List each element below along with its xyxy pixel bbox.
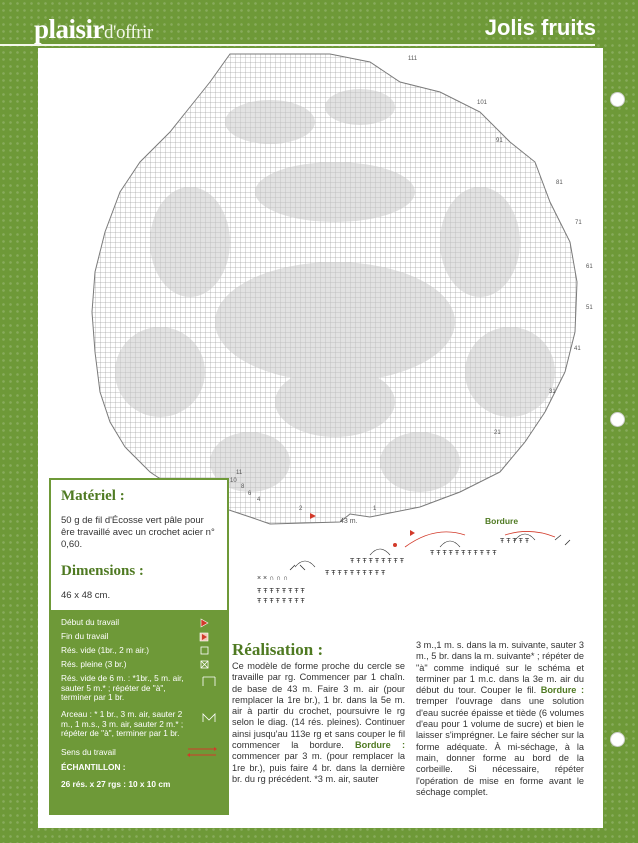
svg-text:Ŧ Ŧ Ŧ Ŧ Ŧ Ŧ Ŧ Ŧ: Ŧ Ŧ Ŧ Ŧ Ŧ Ŧ Ŧ Ŧ bbox=[257, 588, 305, 595]
legend-label: Sens du travail bbox=[61, 747, 116, 757]
legend-label: Rés. vide de 6 m. : *1br., 5 m. air, sauter 5 m.* ; répéter de "à", terminer par 1 br. bbox=[61, 673, 184, 702]
legend-item bbox=[61, 710, 196, 739]
materiel-title: Matériel : bbox=[61, 488, 125, 504]
svg-text:Ŧ Ŧ Ŧ Ŧ Ŧ Ŧ Ŧ Ŧ Ŧ Ŧ: Ŧ Ŧ Ŧ Ŧ Ŧ Ŧ Ŧ Ŧ Ŧ Ŧ bbox=[325, 570, 386, 577]
bordure-heading: Bordure : bbox=[355, 740, 405, 751]
brand-light: d'offrir bbox=[104, 22, 153, 43]
realisation-column-1 bbox=[232, 661, 405, 785]
bordure-text: commencer par 3 m. (pour remplacer la 1re br.), puis faire 4 br. dans la dernière br. du rg précédent. *3 m. air, sauter bbox=[232, 751, 405, 784]
bordure-label: Bordure bbox=[485, 516, 519, 526]
row-number: 6 bbox=[248, 491, 252, 497]
legend-panel bbox=[51, 610, 227, 813]
materiel-text: 50 g de fil d'Écosse vert pâle pour êre travaillé avec un crochet acier n° 0,60. bbox=[61, 515, 215, 550]
row-number: 61 bbox=[586, 264, 593, 270]
legend-label: Rés. vide (1br., 2 m air.) bbox=[61, 645, 150, 655]
legend-item bbox=[61, 646, 221, 656]
direction-arrows-icon bbox=[186, 744, 218, 760]
svg-text:× × ∩ ∩ ∩: × × ∩ ∩ ∩ bbox=[257, 575, 289, 582]
legend-item bbox=[61, 674, 196, 703]
row-number: 10 bbox=[230, 478, 237, 484]
arch-icon bbox=[201, 712, 217, 724]
bordure-diagram bbox=[255, 525, 585, 615]
binder-hole bbox=[610, 92, 625, 107]
echantillon-text: 26 rés. x 27 rgs : 10 x 10 cm bbox=[61, 779, 171, 789]
materials-box bbox=[49, 478, 229, 815]
legend-label: Rés. pleine (3 br.) bbox=[61, 659, 127, 669]
wide-square-icon bbox=[201, 676, 217, 688]
row-number: 21 bbox=[494, 430, 501, 436]
publisher-logo: ÉDITIONS ATLAS bbox=[294, 814, 359, 821]
binder-hole bbox=[610, 412, 625, 427]
dimensions-title: Dimensions : bbox=[61, 563, 144, 579]
legend-label: Début du travail bbox=[61, 617, 120, 627]
realisation-text-1: Ce modèle de forme proche du cercle se travaille par rg. Commencer par 1 chaîn. de base de 43 m. Faire 3 m. air (pour remplacer la 1re br.), 1 br. dans la 5e m. air à partir du crochet, poursuivre le rg selon le diag. (14 rés. pleines). Continuer ainsi jusqu'au 113e rg et sans couper le fil commencer la bordure. bbox=[232, 661, 405, 751]
end-arrow-icon bbox=[197, 632, 211, 642]
svg-text:Ŧ Ŧ Ŧ Ŧ Ŧ Ŧ Ŧ Ŧ Ŧ Ŧ Ŧ: Ŧ Ŧ Ŧ Ŧ Ŧ Ŧ Ŧ Ŧ Ŧ Ŧ Ŧ bbox=[430, 550, 497, 557]
realisation-text-2: 3 m.,1 m. s. dans la m. suivante, sauter 3 m., 5 br. dans la m. suivante* ; répéter de "à" comme indiqué sur le schéma et terminer par 1 m.c. dans la 3e m. air du début du tour. Couper le fil. bbox=[416, 640, 585, 696]
realisation-column-2 bbox=[416, 640, 584, 798]
legend-item bbox=[61, 632, 221, 642]
row-number: 111 bbox=[408, 56, 418, 62]
row-number: 8 bbox=[241, 484, 245, 490]
chart-svg bbox=[40, 52, 600, 532]
page-title: Jolis fruits bbox=[484, 15, 596, 40]
finition-text: tremper l'ouvrage dans une solution d'eau sucrée épaisse et tiède (6 volumes d'eau pour 1 volume de sucre) et bien le laisser s'imprégner. Le faire sécher sur la forme adéquate. À mi-séchage, à la main, donner forme au bord de la corbeille. Si nécessaire, répéter l'opération de mise en forme avant le séchage complet. bbox=[416, 696, 584, 797]
brand-logo bbox=[34, 14, 153, 45]
legend-item bbox=[61, 660, 221, 670]
echantillon-title: ÉCHANTILLON : bbox=[61, 762, 126, 772]
row-number: 51 bbox=[586, 305, 593, 311]
row-number: 31 bbox=[549, 389, 556, 395]
svg-text:Ŧ Ŧ Ŧ Ŧ Ŧ: Ŧ Ŧ Ŧ Ŧ Ŧ bbox=[500, 538, 530, 545]
crochet-chart bbox=[40, 52, 600, 537]
svg-text:Ŧ Ŧ Ŧ Ŧ Ŧ Ŧ Ŧ Ŧ Ŧ: Ŧ Ŧ Ŧ Ŧ Ŧ Ŧ Ŧ Ŧ Ŧ bbox=[350, 558, 405, 565]
legend-label: Fin du travail bbox=[61, 631, 109, 641]
row-number: 41 bbox=[574, 346, 581, 352]
chart-base-label: 43 m. bbox=[340, 518, 358, 525]
row-number: 91 bbox=[496, 138, 503, 144]
legend-label: Arceau : * 1 br., 3 m. air, sauter 2 m., 1 m.s., 3 m. air, sauter 2 m.* ; répéter de "à", terminer par 1 br. bbox=[61, 709, 184, 738]
legend-item bbox=[61, 618, 221, 628]
realisation-title: Réalisation : bbox=[232, 640, 324, 659]
row-number: 11 bbox=[236, 470, 243, 476]
empty-square-icon bbox=[197, 646, 211, 656]
start-arrow-icon bbox=[197, 618, 211, 628]
header-rule bbox=[0, 44, 595, 46]
row-number: 2 bbox=[299, 506, 303, 512]
brand-bold: plaisir bbox=[34, 14, 105, 44]
row-number: 71 bbox=[575, 220, 582, 226]
filled-square-icon bbox=[197, 660, 211, 670]
finition-heading: Bordure : bbox=[540, 685, 584, 696]
dimensions-text: 46 x 48 cm. bbox=[61, 590, 111, 601]
row-number: 101 bbox=[477, 100, 488, 106]
row-number: 81 bbox=[556, 180, 563, 186]
row-number: 4 bbox=[257, 497, 261, 503]
binder-hole bbox=[610, 732, 625, 747]
row-number: 1 bbox=[373, 506, 377, 512]
svg-text:Ŧ Ŧ Ŧ Ŧ Ŧ Ŧ Ŧ Ŧ: Ŧ Ŧ Ŧ Ŧ Ŧ Ŧ Ŧ Ŧ bbox=[257, 598, 305, 605]
